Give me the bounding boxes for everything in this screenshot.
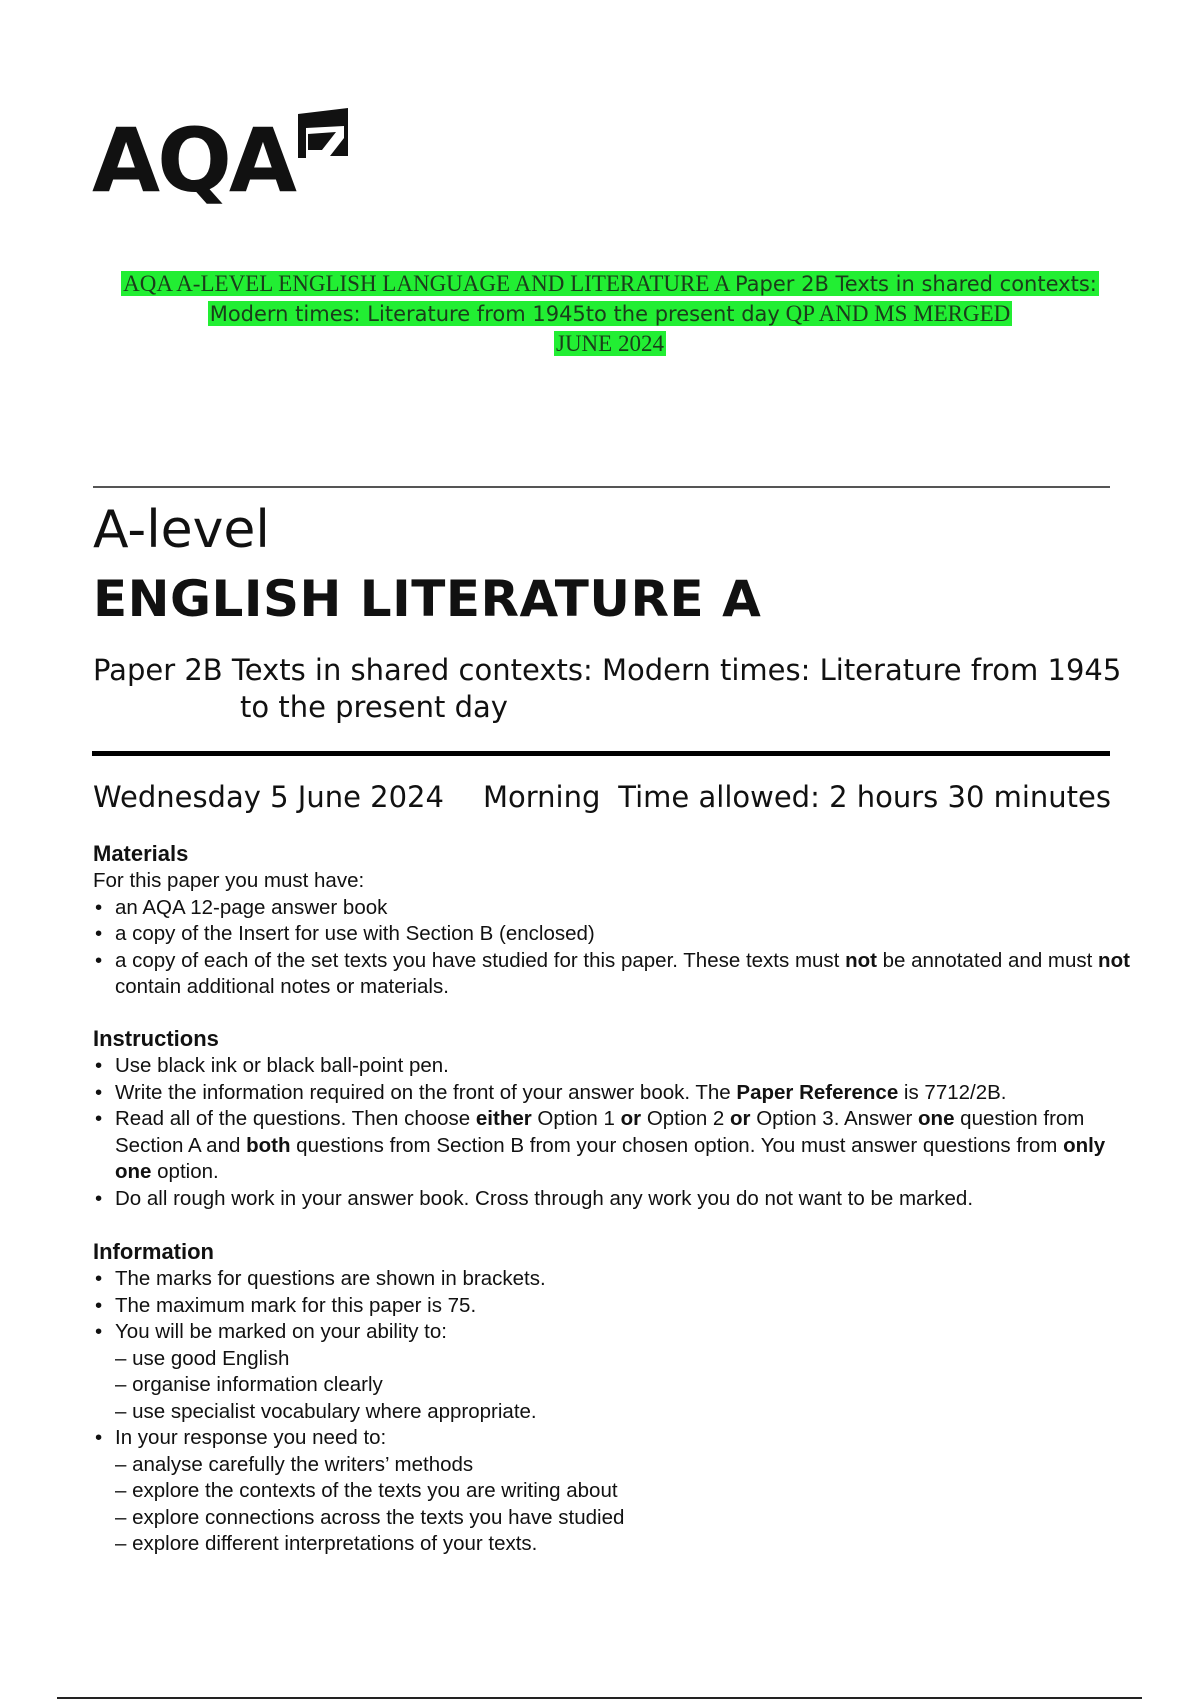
list-item: • The marks for questions are shown in brackets. <box>93 1266 1133 1293</box>
list-item: • an AQA 12-page answer book <box>93 895 1133 922</box>
information-section <box>93 1238 1133 1558</box>
divider-thick <box>92 751 1110 756</box>
divider-top <box>93 486 1110 488</box>
qualification-level: A-level <box>93 500 270 560</box>
sub-item: – use good English <box>115 1346 290 1370</box>
list-item: • Use black ink or black ball-point pen. <box>93 1053 1133 1080</box>
subject-title: ENGLISH LITERATURE A <box>93 570 762 628</box>
materials-intro: For this paper you must have: <box>93 869 365 892</box>
sub-item: – explore the contexts of the texts you are writing about <box>115 1479 618 1502</box>
aqa-flag-icon <box>292 106 350 166</box>
logo-text: AQA <box>92 109 295 212</box>
title-highlight-banner <box>95 270 1125 360</box>
banner-line1b: Paper 2B Texts in shared contexts: <box>734 272 1097 296</box>
exam-dateline <box>93 780 1111 820</box>
sub-item: – use specialist vocabulary where appropriate. <box>115 1399 537 1423</box>
materials-heading: Materials <box>93 841 189 866</box>
banner-line2a: Modern times: Literature from 1945to the present day <box>209 302 780 326</box>
list-item: • a copy of the Insert for use with Section B (enclosed) <box>93 921 1133 948</box>
sub-item: – explore different interpretations of your texts. <box>115 1532 538 1555</box>
list-item: • The maximum mark for this paper is 75. <box>93 1293 1133 1320</box>
instructions-heading: Instructions <box>93 1026 219 1051</box>
paper-title <box>93 652 1123 726</box>
instructions-section <box>93 1025 1133 1212</box>
sub-item: – analyse carefully the writers’ methods <box>115 1452 474 1476</box>
time-allowed: Time allowed: 2 hours 30 minutes <box>618 780 1111 814</box>
materials-list <box>93 895 1133 1001</box>
sub-item: – explore connections across the texts you have studied <box>115 1505 625 1529</box>
exam-session: Morning <box>483 780 601 814</box>
sub-item: – organise information clearly <box>115 1373 383 1396</box>
information-list <box>93 1266 1133 1558</box>
exam-date: Wednesday 5 June 2024 <box>93 780 444 814</box>
aqa-logo <box>92 100 295 212</box>
list-item: • In your response you need to: <box>93 1425 1133 1452</box>
divider-bottom <box>57 1697 1142 1699</box>
banner-line2b: QP AND MS MERGED <box>785 301 1011 326</box>
list-item: • Write the information required on the front of your answer book. The Paper Reference is 7712/2B. <box>93 1080 1133 1107</box>
information-heading: Information <box>93 1239 214 1264</box>
banner-line3: JUNE 2024 <box>556 331 664 356</box>
list-item: • You will be marked on your ability to: <box>93 1319 1133 1346</box>
paper-title-line1: Paper 2B Texts in shared contexts: Modern times: Literature from 1945 <box>93 653 1122 687</box>
list-item: • Read all of the questions. Then choose either Option 1 or Option 2 or Option 3. Answer one question from Section A and both questions from Section B from your chosen option. You must answer questions from only one option. <box>93 1106 1133 1186</box>
list-item: • Do all rough work in your answer book. Cross through any work you do not want to be marked. <box>93 1186 1133 1213</box>
materials-section <box>93 840 1133 1001</box>
paper-title-line2: to the present day <box>240 690 508 724</box>
instructions-list <box>93 1053 1133 1212</box>
list-item: • a copy of each of the set texts you have studied for this paper. These texts must not be annotated and must not contain additional notes or materials. <box>93 948 1133 1001</box>
banner-line1a: AQA A-LEVEL ENGLISH LANGUAGE AND LITERATURE A <box>123 271 730 296</box>
